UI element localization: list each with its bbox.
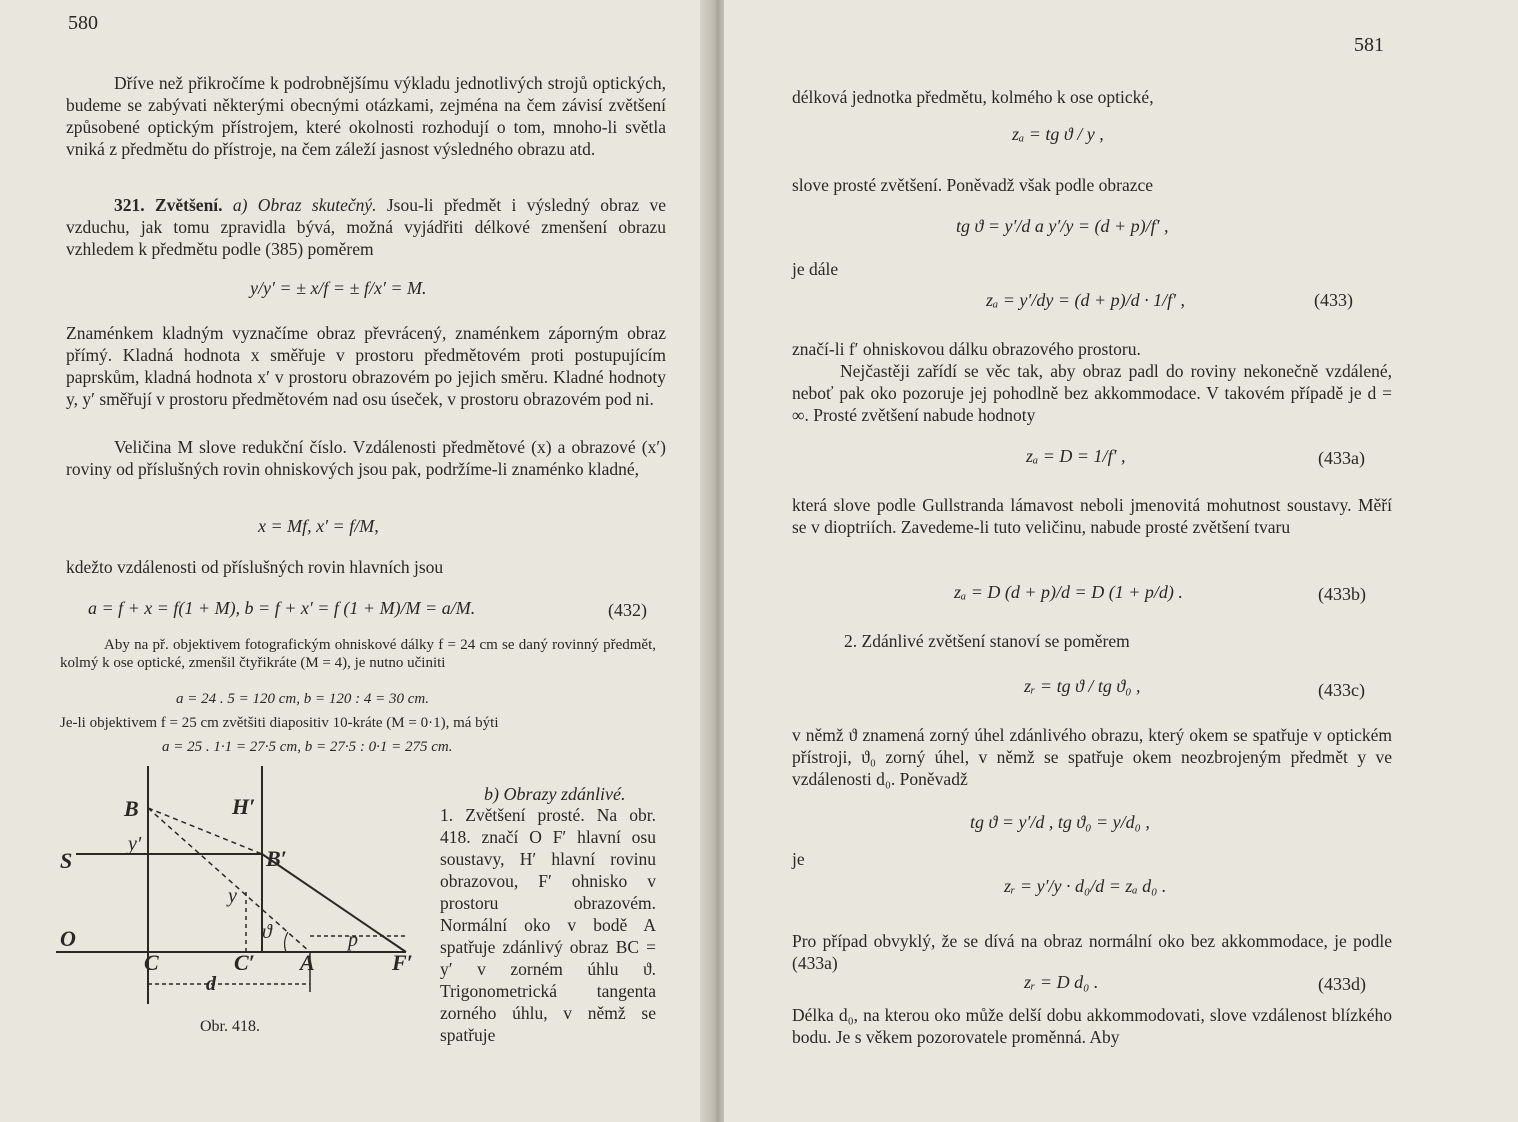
equation-433: zₐ = y′/dy = (d + p)/d · 1/f′ , [986,290,1186,310]
section-title: Zvětšení. [154,195,223,215]
section-number: 321. [114,195,145,215]
section-subtitle: a) Obraz skutečný. [232,195,377,215]
equation-tangents: tg ϑ = y′/d , tg ϑ₀ = y/d₀ , [970,812,1150,832]
section-text: Jsou-li předmět i výsledný obraz ve vzduchu, jak tomu zpravidla bývá, možná vyjádřiti délkové zmenšení obrazu vzhledem k předmětu podle (385) poměrem [66,195,667,259]
right-page [724,0,1518,1122]
figure-caption: Obr. 418. [200,1018,260,1035]
paragraph-focal-length: značí-li f′ ohniskovou dálku obrazového prostoru. [792,339,1141,359]
label-b: B [124,796,139,821]
example-photo-objective: Aby na př. objektivem fotografickým ohniskové dálky f = 24 cm se daný rovinný předmět, kolmý k ose optické, zmenšil čtyřikráte (M = 4), je nutno učiniti [60,637,656,671]
paragraph-infinite-plane: Nejčastěji zařídí se věc tak, aby obraz padl do roviny nekonečně vzdálené, neboť pak oko pozoruje jej pohodlně bez akkommodace. V takovém případě je d = ∞. Prosté zvětšení nabude hodnoty [792,361,1392,425]
equation-433-number: (433) [1314,290,1353,310]
label-d: d [206,973,216,995]
subsection-apparent-magnification: 2. Zdánlivé zvětšení stanoví se poměrem [844,631,1130,651]
page-number-right: 581 [1354,34,1384,56]
label-y: y [228,885,237,907]
equation-apparent-magnification: zᵣ = tg ϑ / tg ϑ₀ , [1024,676,1141,696]
equation-refractive-power: zₐ = D = 1/f′ , [1026,446,1126,466]
paragraph-visual-angle: v němž ϑ znamená zorný úhel zdánlivého obrazu, který okem se spatřuje v optickém přístroji, ϑ₀ zorný úhel, v němž se spatřuje okem neozbrojeným předmět y ve vzdálenosti d₀. Poněvadž [792,725,1392,789]
equation-simple-magnification: zₐ = tg ϑ / y , [1012,124,1104,144]
example-photo-equation: a = 24 . 5 = 120 cm, b = 120 : 4 = 30 cm. [176,691,429,707]
example-diapositive: Je-li objektivem f = 25 cm zvětšiti diapositiv 10-kráte (M = 0·1), má býti [60,715,499,731]
page-number-left: 580 [68,12,98,34]
label-cprime: C′ [234,950,255,975]
paragraph-unit-length: délková jednotka předmětu, kolmého k ose optické, [792,87,1154,107]
label-c: C [144,950,159,975]
section-321 [66,194,666,260]
equation-433b-number: (433b) [1318,584,1366,604]
label-a: A [300,950,315,975]
equation-focal-distances: x = Mf, x′ = f/M, [258,516,379,536]
paragraph-reduction-number: Veličina M slove redukční číslo. Vzdálenosti předmětové (x) a obrazové (x′) roviny od příslušných rovin ohniskových jsou pak, podržíme-li znaménko kladné, [66,437,666,479]
label-o: O [60,926,76,951]
paragraph-je: je [792,849,805,869]
paragraph-near-point: Délka d₀, na kterou oko může delší dobu akkommodovati, slove vzdálenost blízkého bodu. Je s věkem pozorovatele proměnná. Aby [792,1005,1392,1047]
subsection-virtual-images: b) Obrazy zdánlivé. [484,784,626,804]
equation-432: a = f + x = f(1 + M), b = f + x′ = f (1 + M)/M = a/M. [88,598,476,618]
label-s: S [60,848,73,873]
left-page [0,0,712,1122]
equation-433c-number: (433c) [1318,680,1365,700]
sight-line [148,808,310,952]
label-p: p [348,929,358,951]
equation-433a-number: (433a) [1318,448,1365,468]
label-bprime: B′ [266,846,287,871]
equation-433d: zᵣ = D d₀ . [1024,972,1099,992]
figure-side-text: 1. Zvětšení prosté. Na obr. 418. značí O F′ hlavní osu soustavy, H′ hlavní rovinu obrazovou, F′ ohnisko v prostoru obrazovém. Normální oko v bodě A spatřuje zdánlivý obraz BC = y′ v zorném úhlu ϑ. Trigonometrická tangenta zorného úhlu, v němž se spatřuje [440,805,656,1045]
equation-tangent: tg ϑ = y′/d a y′/y = (d + p)/f′ , [956,216,1169,236]
equation-magnification: y/y′ = ± x/f = ± f/x′ = M. [250,278,427,298]
paragraph-further: je dále [792,259,839,279]
paragraph-principal-planes: kdežto vzdálenosti od příslušných rovin hlavních jsou [66,557,444,577]
equation-433d-number: (433d) [1318,974,1366,994]
equation-magnification-form: zₐ = D (d + p)/d = D (1 + p/d) . [954,582,1183,602]
paragraph-simple-magnification: slove prosté zvětšení. Poněvadž však podle obrazce [792,175,1154,195]
label-theta: ϑ [262,921,272,943]
figure-418 [56,762,416,1042]
label-yprime: y′ [128,833,142,855]
label-h: H′ [232,794,256,819]
paragraph-normal-eye: Pro případ obvyklý, že se dívá na obraz normální oko bez akkommodace, je podle (433a) [792,931,1392,973]
equation-432-number: (432) [608,600,647,620]
angle-arc [285,932,288,952]
example-diapositive-equation: a = 25 . 1·1 = 27·5 cm, b = 27·5 : 0·1 = 275 cm. [162,739,453,755]
paragraph-sign-convention: Znaménkem kladným vyznačíme obraz převrácený, znaménkem záporným obraz přímý. Kladná hodnota x směřuje v prostoru předmětovém proti postupujícím paprskům, kladná hodnota x′ v prostoru obrazovém po jejich směru. Kladné hodnoty y, y′ směřují v prostoru předmětovém nad osu úseček, v prostoru obrazovém pod ni. [66,323,666,409]
equation-apparent-result: zᵣ = y′/y · d₀/d = zₐ d₀ . [1004,876,1167,896]
label-f: F′ [392,950,413,975]
intro-paragraph: Dříve než přikročíme k podrobnějšímu výkladu jednotlivých strojů optických, budeme se zabývati některými obecnými otázkami, zejména na čem závisí zvětšení způsobené optickým přístrojem, které okolnosti rozhodují o tom, mnoho-li světla vniká z předmětu do přístroje, na čem záleží jasnost výsledného obrazu atd. [66,73,666,159]
paragraph-gullstrand: která slove podle Gullstranda lámavost neboli jmenovitá mohutnost soustavy. Měří se v dioptriích. Zavedeme-li tuto veličinu, nabude prosté zvětšení tvaru [792,495,1392,537]
